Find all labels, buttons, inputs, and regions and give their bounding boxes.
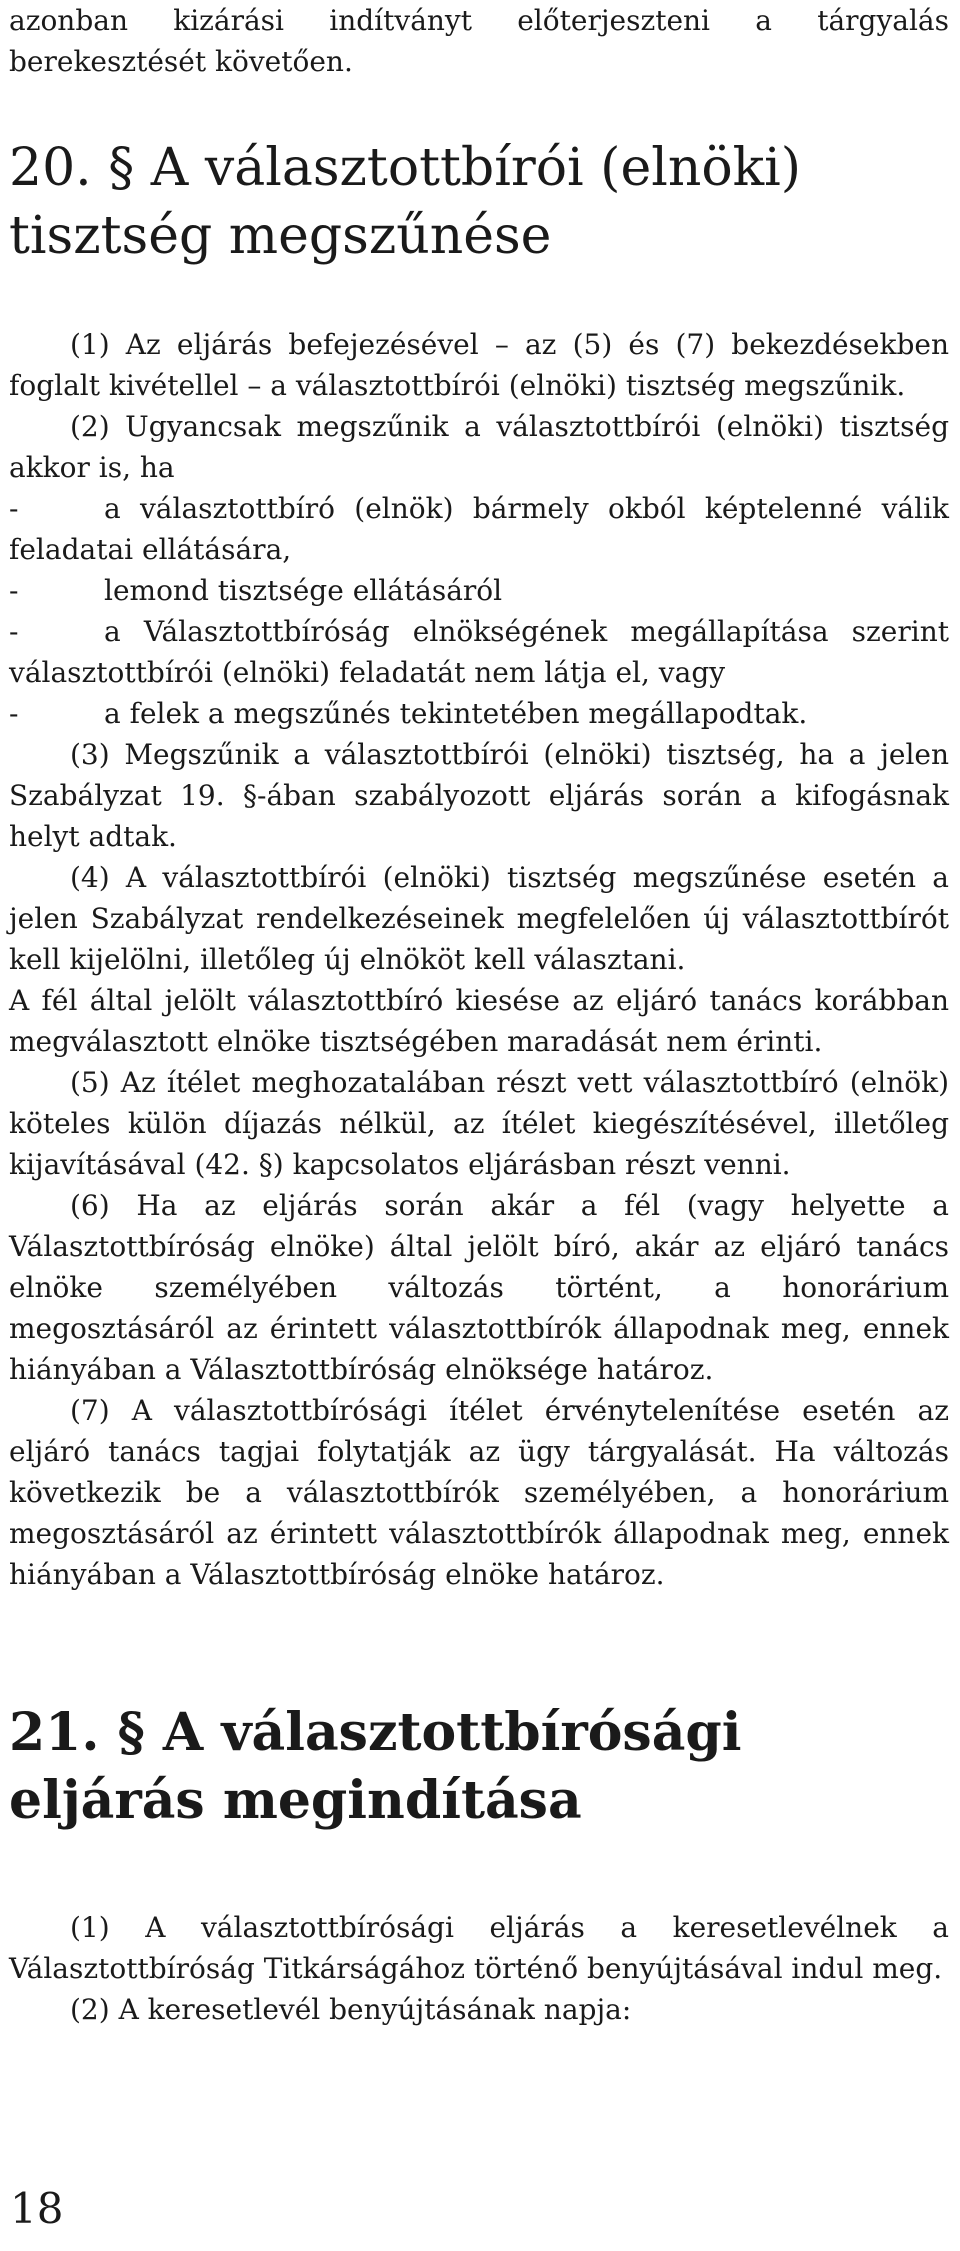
section-21-paragraph-2: (2) A keresetlevél benyújtásának napja: xyxy=(70,1993,632,2026)
list-item-text: a választottbíró (elnök) bármely okból képtelenné válik feladatai ellátására, xyxy=(9,492,949,566)
list-item-text: lemond tisztsége ellátásáról xyxy=(104,574,503,607)
document-page xyxy=(9,0,949,2030)
page-number: 18 xyxy=(10,2184,64,2233)
section-20-paragraph-4: (4) A választottbírói (elnöki) tisztség megszűnése esetén a jelen Szabályzat rendelkezéseinek megfelelően új választottbírót kell kijelölni, illetőleg új elnököt kell választani. xyxy=(9,861,949,976)
list-item xyxy=(9,488,949,570)
section-20-paragraph-2: (2) Ugyancsak megszűnik a választottbírói (elnöki) tisztség akkor is, ha xyxy=(9,410,949,484)
list-dash: - xyxy=(9,615,19,648)
section-20-paragraph-7: (7) A választottbírósági ítélet érvénytelenítése esetén az eljáró tanács tagjai folytatják az ügy tárgyalását. Ha változás következik be a választottbírók személyében, a honorárium megosztásáról az érintett választottbírók állapodnak meg, ennek hiányában a Választottbíróság elnöke határoz. xyxy=(9,1394,949,1591)
list-item xyxy=(9,693,949,734)
section-20-paragraph-3: (3) Megszűnik a választottbírói (elnöki) tisztség, ha a jelen Szabályzat 19. §-ában szabályozott eljárás során a kifogásnak helyt adtak. xyxy=(9,738,949,853)
list-dash: - xyxy=(9,574,19,607)
list-dash: - xyxy=(9,492,19,525)
list-dash: - xyxy=(9,697,19,730)
section-21-paragraph-1: (1) A választottbírósági eljárás a keresetlevélnek a Választottbíróság Titkárságához történő benyújtásával indul meg. xyxy=(9,1911,949,1985)
section-20-heading: 20. § A választottbírói (elnöki) tisztség megszűnése xyxy=(9,138,802,266)
section-20-paragraph-1: (1) Az eljárás befejezésével – az (5) és (7) bekezdésekben foglalt kivétellel – a választottbírói (elnöki) tisztség megszűnik. xyxy=(9,328,949,402)
list-item xyxy=(9,570,949,611)
list-item-text: a felek a megszűnés tekintetében megállapodtak. xyxy=(104,697,808,730)
section-20-paragraph-6: (6) Ha az eljárás során akár a fél (vagy helyette a Választottbíróság elnöke) által jelölt bíró, akár az eljáró tanács elnöke személyében változás történt, a honorárium megosztásáról az érintett választottbírók állapodnak meg, ennek hiányában a Választottbíróság elnöksége határoz. xyxy=(9,1189,949,1386)
section-20-paragraph-4b: A fél által jelölt választottbíró kiesése az eljáró tanács korábban megválasztott elnöke tisztségében maradását nem érinti. xyxy=(9,984,949,1058)
section-21-heading: 21. § A választottbírósági eljárás megindítása xyxy=(9,1702,742,1831)
intro-continuation: azonban kizárási indítványt előterjeszteni a tárgyalás berekesztését követően. xyxy=(9,4,949,78)
list-item xyxy=(9,611,949,693)
list-item-text: a Választottbíróság elnökségének megállapítása szerint választottbírói (elnöki) feladatát nem látja el, vagy xyxy=(9,615,949,689)
section-20-paragraph-5: (5) Az ítélet meghozatalában részt vett választottbíró (elnök) köteles külön díjazás nélkül, az ítélet kiegészítésével, illetőleg kijavításával (42. §) kapcsolatos eljárásban részt venni. xyxy=(9,1066,949,1181)
